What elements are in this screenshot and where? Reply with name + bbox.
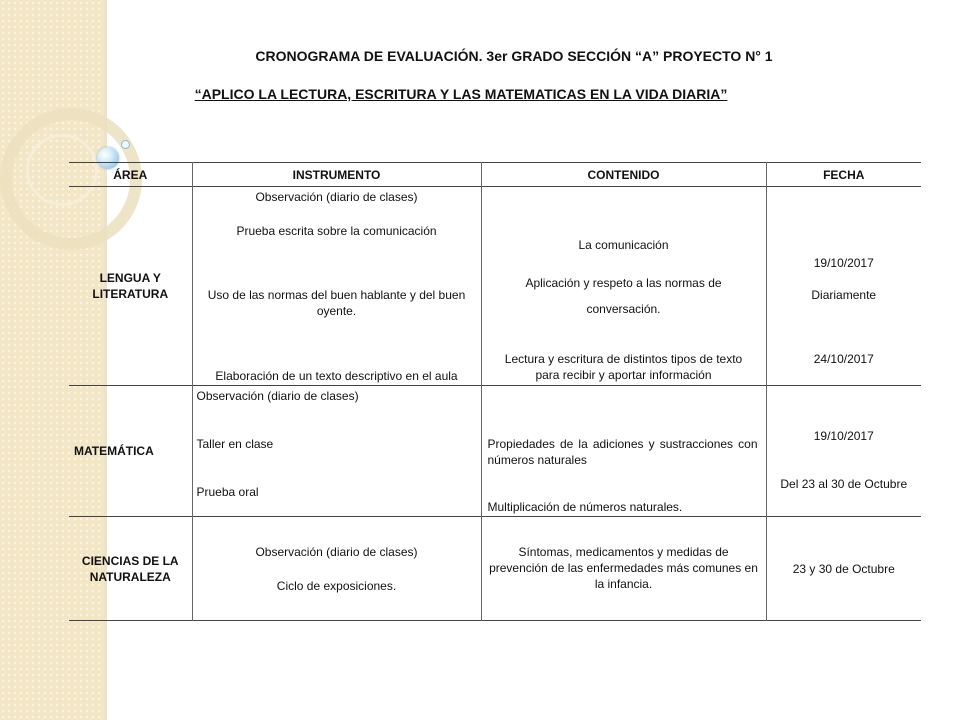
fecha-item: 19/10/2017 [813,429,874,443]
fecha-cell [766,187,921,386]
instrumento-cell [192,517,481,621]
document-title: CRONOGRAMA DE EVALUACIÓN. 3er GRADO SECCIÓN “A” PROYECTO N° 1 [255,48,773,64]
instrumento-item: Elaboración de un texto descriptivo en el aula [215,369,458,383]
instrumento-item: Uso de las normas del buen hablante y del buen oyente. [207,288,466,318]
area-ciencias-naturaleza: CIENCIAS DE LA NATURALEZA [81,553,179,584]
contenido-item: Multiplicación de números naturales. [487,500,683,514]
instrumento-item: Ciclo de exposiciones. [276,579,397,593]
fecha-item: Del 23 al 30 de Octubre [780,477,908,491]
table-row [69,187,921,386]
header-contenido: CONTENIDO [481,163,766,187]
header-instrumento: INSTRUMENTO [192,163,481,187]
table-header-row [69,163,921,187]
fecha-item: Diariamente [811,288,877,302]
contenido-item: Aplicación y respeto a las normas de [525,276,722,290]
instrumento-cell [192,187,481,386]
area-lengua-literatura: LENGUA Y LITERATURA [92,271,169,301]
table-row [69,386,921,517]
area-cell [69,187,192,386]
fecha-cell [766,517,921,621]
instrumento-item: Observación (diario de clases) [196,389,359,403]
area-cell [69,386,192,517]
header-area: ÁREA [69,163,192,187]
fecha-item: 19/10/2017 [813,256,874,270]
instrumento-cell [192,386,481,517]
contenido-item: conversación. [586,302,661,316]
contenido-item: Propiedades de la adiciones y sustracciones con números naturales [487,437,758,467]
contenido-cell [481,517,766,621]
instrumento-item: Observación (diario de clases) [255,545,418,559]
contenido-item: Síntomas, medicamentos y medidas de prevención de las enfermedades más comunes en la infancia. [489,545,758,591]
area-cell [69,517,192,621]
fecha-cell [766,386,921,517]
area-matematica: MATEMÁTICA [74,444,154,458]
instrumento-item: Prueba oral [196,485,259,499]
instrumento-item: Taller en clase [196,437,274,451]
contenido-cell [481,386,766,517]
contenido-item: La comunicación [578,238,669,252]
instrumento-item: Prueba escrita sobre la comunicación [236,224,437,238]
contenido-item: Lectura y escritura de distintos tipos de texto para recibir y aportar información [504,352,743,382]
project-subtitle: “APLICO LA LECTURA, ESCRITURA Y LAS MATEMATICAS EN LA VIDA DIARIA” [194,86,728,102]
contenido-cell [481,187,766,386]
instrumento-item: Observación (diario de clases) [255,190,418,204]
evaluation-schedule-table [69,162,921,621]
header-fecha: FECHA [766,163,921,187]
fecha-item: 23 y 30 de Octubre [792,562,895,576]
table-row [69,517,921,621]
decorative-small-bubble [121,140,130,149]
fecha-item: 24/10/2017 [813,352,874,366]
